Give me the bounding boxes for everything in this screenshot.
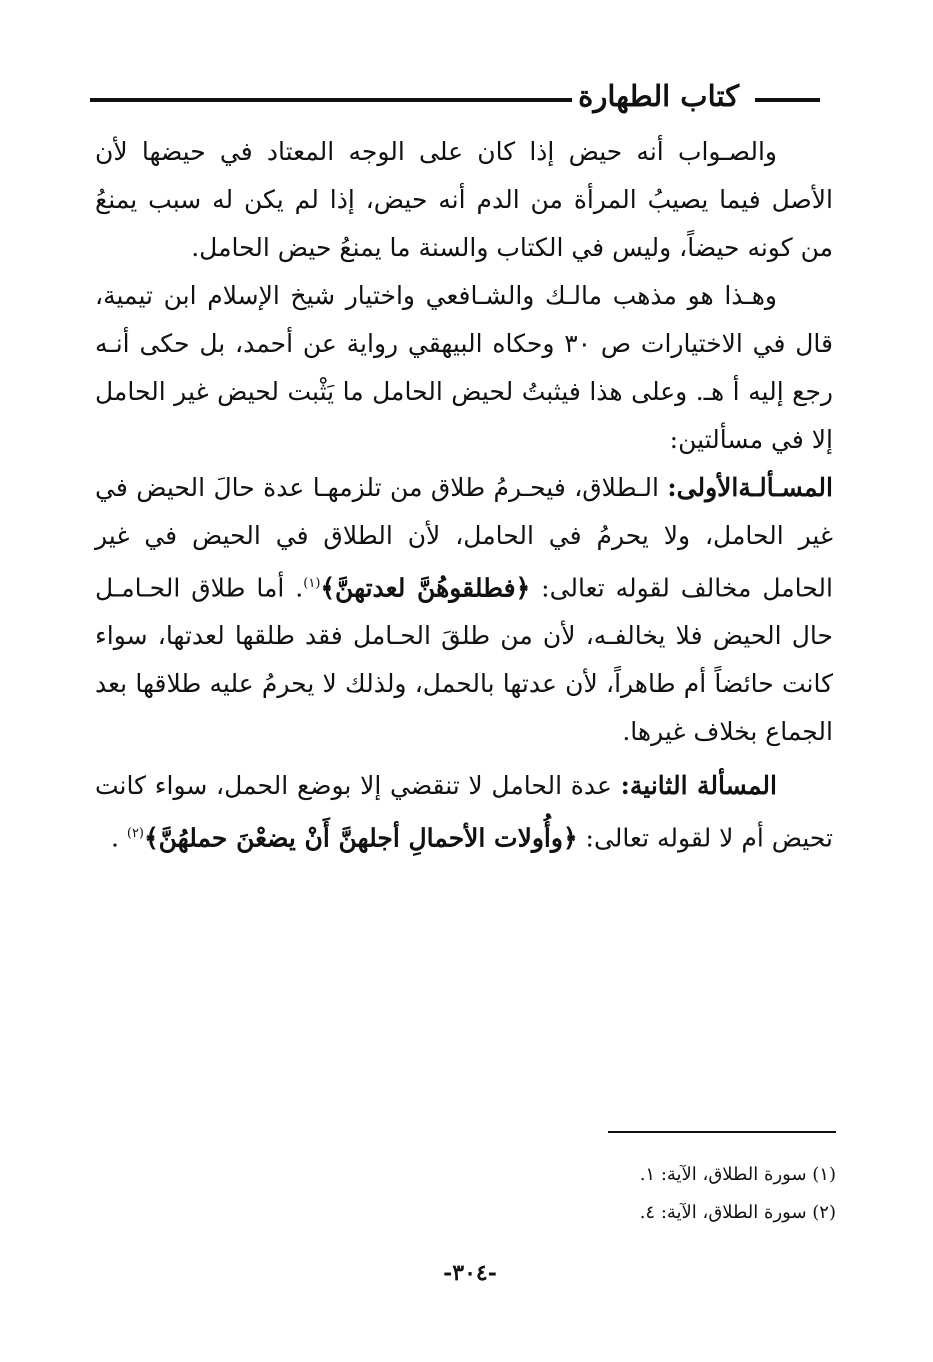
- paragraph-3-text-a: الـطلاق، فيحـرمُ طلاق من تلزمهـا عدة حالَ الحيض في غير الحامل، ولا يحرمُ في الحامل، لأن الطلاق في الحيض في غير الحامل مخالف لقوله تعالى:: [95, 473, 833, 603]
- paragraph-4-text-b: .: [110, 823, 127, 853]
- paragraph-1: والصـواب أنه حيض إذا كان على الوجه المعتاد في حيضها لأن الأصل فيما يصيبُ المرأة من الدم أنه حيض، إذا لم يكن له سبب يمنعُ من كونه حيضاً، وليس في الكتاب والسنة ما يمنعُ حيض الحامل.: [95, 137, 833, 262]
- footnote-1: [436, 1156, 836, 1194]
- paragraph-2: وهـذا هو مذهب مالـك والشـافعي واختيار شيخ الإسلام ابن تيمية، قال في الاختيارات ص ٣٠ وحكاه البيهقي رواية عن أحمد، بل حكى أنـه رجع إليه أ هـ. وعلى هذا فيثبتُ لحيض الحامل ما يَثْبت لحيض غير الحامل إلا في مسألتين:: [95, 281, 833, 454]
- paragraph-3-text-b: . أما طلاق الحـامـل حال الحيض فلا يخالفـه، لأن من طلقَ الحـامل فقد طلقها لعدتها، سواء كانت حائضاً أم طاهراً، لأن عدتها بالحمل، ولذلك لا يحرمُ عليه طلاقها بعد الجماع بخلاف غيرها.: [95, 573, 833, 747]
- footnote-1-text: سورة الطلاق، الآية: ١.: [639, 1164, 807, 1185]
- footnote-ref-2: (٢): [126, 826, 144, 842]
- second-issue-label: المسألة الثانية:: [620, 771, 777, 801]
- running-header: [90, 76, 820, 116]
- header-rule-left: [90, 98, 572, 102]
- quran-verse-1: ﴿فطلقوهُنَّ لعدتهنَّ﴾: [320, 573, 531, 603]
- page-number: -٣٠٤-: [443, 1260, 497, 1286]
- header-title: كتاب الطهارة: [572, 76, 745, 116]
- paragraph-4: [95, 762, 833, 862]
- quran-verse-2: ﴿وأُولات الأحمالِ أجلهنَّ أَنْ يضعْنَ حملهُنَّ﴾: [144, 823, 578, 853]
- header-rule-right: [755, 98, 820, 102]
- paragraph-3: [95, 464, 833, 756]
- first-issue-label: المسـألـةالأولى:: [667, 473, 833, 502]
- footnotes: [436, 1156, 836, 1232]
- footnote-2: [436, 1194, 836, 1232]
- footnote-2-text: سورة الطلاق، الآية: ٤.: [639, 1202, 807, 1223]
- paragraph-4-text-a: عدة الحامل لا تنقضي إلا بوضع الحمل، سواء كانت تحيض أم لا لقوله تعالى:: [95, 771, 833, 853]
- main-text: [95, 128, 833, 863]
- footnote-separator: [608, 1131, 836, 1133]
- footnote-1-marker: (١): [812, 1164, 836, 1185]
- footnote-2-marker: (٢): [812, 1202, 836, 1223]
- footnote-ref-1: (١): [303, 576, 321, 591]
